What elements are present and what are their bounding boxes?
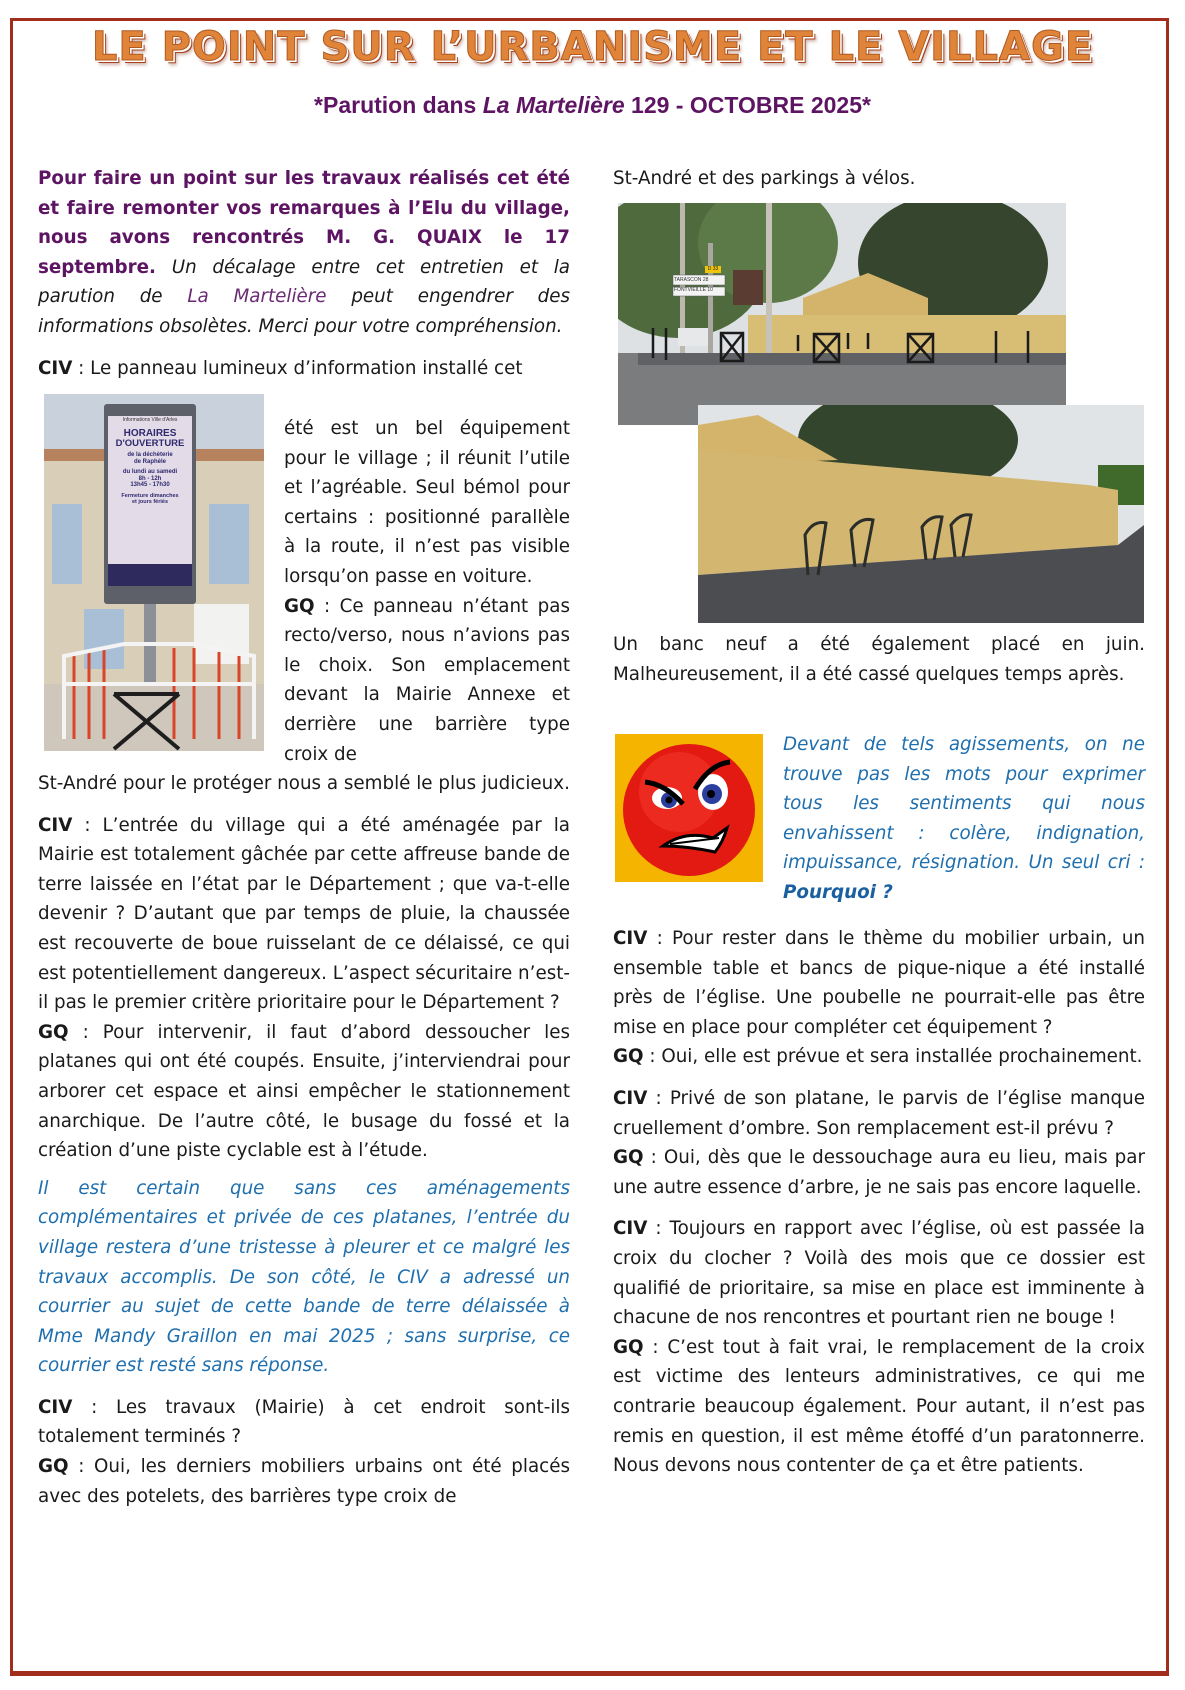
left-column-lower [38, 769, 570, 1511]
civ-label: CIV [38, 814, 73, 836]
gq-label: GQ [38, 1456, 69, 1478]
bike-racks-photo [698, 405, 1144, 623]
gq-label: GQ [284, 595, 315, 617]
street-corner-photo [618, 203, 1066, 425]
civ-label: CIV [613, 1218, 648, 1240]
answer-text: : Oui, dès que le dessouchage aura eu lieu, mais par une autre essence d’arbre, je ne sais pas encore laquelle. [613, 1147, 1145, 1198]
bench-paragraph: Un banc neuf a été également placé en juin. Malheureusement, il a été cassé quelques temps après. [613, 634, 1145, 685]
question-text-continued: été est un bel équipement pour le village ; il réunit l’utile et l’agréable. Seul bémol pour certains : positionné parallèle à la route, il n’est pas visible lorsqu’on passe en voiture. [284, 418, 570, 587]
panel-line: 13h45 - 17h30 [130, 482, 170, 489]
road-number: D 33 [707, 266, 719, 272]
qa-panel [38, 354, 570, 383]
question-text: : Privé de son platane, le parvis de l’église manque cruellement d’ombre. Son remplacement est-il prévu ? [613, 1087, 1145, 1139]
gq-label: GQ [613, 1336, 644, 1358]
bike-racks-illustration [698, 405, 1144, 623]
road-sign-row [674, 285, 724, 295]
panel-line: D'OUVERTURE [115, 437, 185, 449]
gq-label: GQ [613, 1147, 644, 1169]
info-panel-photo [44, 394, 264, 751]
qa-entrance-answer [38, 1018, 570, 1166]
sign-km: 10 [707, 287, 713, 293]
qa-tree-question [613, 1084, 1145, 1143]
gq-label: GQ [613, 1046, 644, 1068]
road-sign-text [674, 275, 724, 295]
question-text: : Les travaux (Mairie) à cet endroit sont-ils totalement terminés ? [38, 1396, 570, 1448]
qa-works-question [38, 1393, 570, 1452]
intro-italic-1: Un décalage entre cet entretien et la parution de [38, 256, 570, 308]
panel-line: du lundi au samedi [122, 469, 178, 476]
wrapped-text [284, 414, 570, 769]
angry-face-icon [615, 734, 763, 882]
angry-commentary-text: Devant de tels agissements, on ne trouve pas les mots pour exprimer tous les sentiments qui nous envahissent : colère, indignation, impuissance, résignation. Un seul cri : [783, 734, 1145, 874]
panel-wrap-text [284, 414, 570, 769]
panel-header: Informations Ville d'Arles [122, 417, 178, 423]
qa-tree-answer [613, 1143, 1145, 1202]
right-column-top [613, 164, 1145, 194]
angry-section [613, 730, 1145, 908]
qa-works-answer [38, 1452, 570, 1511]
qa-bin-question [613, 924, 1145, 1042]
panel-line: et jours fériés [131, 498, 169, 505]
intro-italic-2: peut engendrer des informations obsolètes. Merci pour votre compréhension. [38, 286, 571, 337]
qa-entrance-question [38, 811, 570, 1018]
civ-label: CIV [38, 1396, 73, 1418]
answer-text: : C’est tout à fait vrai, le remplacement de la croix est victime des lenteurs administratives, ce qui me contrarie beaucoup également. Pour autant, il n’est pas remis en question, il est même étoffé d’un paratonnerre. Nous devons nous contenter de ça et être patients. [613, 1336, 1145, 1477]
answer-text: : Oui, elle est prévue et sera installée prochainement. [643, 1046, 1143, 1068]
right-column-lower [613, 924, 1145, 1481]
qa-cross-answer [613, 1333, 1145, 1481]
intro-journal: La Martelière [187, 286, 327, 308]
sign-dest: TARASCON [674, 277, 702, 283]
civ-label: CIV [613, 928, 648, 949]
qa-bin-answer [613, 1042, 1145, 1072]
question-text: : Le panneau lumineux d’information installé cet [72, 357, 523, 379]
question-text: : Toujours en rapport avec l’église, où est passée la croix du clocher ? Voilà des mois que ce dossier est qualifié de prioritaire, sa mise en place est imminente à chacune de nos rencontres et pourtant rien ne bouge ! [613, 1218, 1145, 1329]
page-title: LE POINT SUR L’URBANISME ET LE VILLAGE [91, 24, 1094, 70]
right-column-bench [613, 630, 1145, 689]
gq-label: GQ [38, 1021, 69, 1043]
subtitle-suffix: 129 - OCTOBRE 2025* [624, 92, 871, 118]
question-text: : L’entrée du village qui a été aménagée par la Mairie est totalement gâchée par cette affreuse bande de terre laissée en l’état par le Département ; que va-t-elle devenir ? D’autant que par temps de pluie, la chaussée est recouverte de boue ruisselant de ce délaissé, ce qui est potentiellement dangereux. L’aspect sécuritaire n’est-il pas le premier critère prioritaire pour le Département ? [38, 814, 570, 1014]
sign-km: 28 [702, 277, 709, 283]
intro-bold: Pour faire un point sur les travaux réalisés cet été et faire remonter vos remarques à l’Elu du village, nous avons rencontrés M. G. QUAIX le 17 septembre. [38, 168, 570, 278]
subtitle-prefix: *Parution dans [314, 92, 483, 118]
civ-label: CIV [613, 1087, 648, 1109]
panel-line: 8h - 12h [138, 475, 162, 482]
street-illustration [618, 203, 1066, 425]
commentary-paragraph: Il est certain que sans ces aménagements complémentaires et privée de ces platanes, l’entrée du village restera d’une tristesse à pleurer et ce malgré les travaux accomplis. De son côté, le CIV a adressé un courrier au sujet de cette bande de terre délaissée à Mme Mandy Graillon en mai 2025 ; sans surprise, ce courrier est resté sans réponse. [38, 1177, 570, 1377]
why-text: Pourquoi ? [783, 881, 893, 903]
intro-paragraph [38, 164, 570, 342]
road-sign-row [674, 275, 724, 285]
answer-text: : Ce panneau n’étant pas recto/verso, nous n’avions pas le choix. Son emplacement devant la Mairie Annexe et derrière une barrière type croix de [284, 595, 570, 765]
panel-screen-text [108, 418, 192, 505]
civ-label: CIV [38, 357, 73, 379]
answer-text: : Pour intervenir, il faut d’abord dessoucher les platanes qui ont été coupés. Ensuite, j’interviendrai pour arborer cet espace et ainsi empêcher le stationnement anarchique. De l’autre côté, le busage du fossé et la création d’une piste cyclable est à l’étude. [38, 1021, 570, 1162]
qa-cross-question [613, 1214, 1145, 1332]
panel-line: de Raphèle [133, 458, 166, 465]
question-text: : Pour rester dans le thème du mobilier urbain, un ensemble table et bancs de pique-nique a été installé près de l’église. Une poubelle ne pourrait-elle pas être mise en place pour compléter cet équipement ? [613, 928, 1145, 1038]
angry-face-image [615, 734, 763, 882]
publication-subtitle [0, 92, 1185, 119]
panel-line: Fermeture dimanches [121, 492, 179, 499]
answer-text: : Oui, les derniers mobiliers urbains ont été placés avec des potelets, des barrières type croix de [38, 1456, 570, 1507]
panel-line: HORAIRES [123, 427, 177, 439]
left-column [38, 164, 570, 383]
continuation-text: St-André et des parkings à vélos. [613, 168, 916, 189]
panel-line: de la déchèterie [127, 451, 173, 458]
sign-dest: FONTVIEILLE [674, 287, 706, 293]
subtitle-journal: La Martelière [482, 92, 625, 118]
wrapped-text-continuation: St-André pour le protéger nous a semblé le plus judicieux. [38, 773, 570, 794]
